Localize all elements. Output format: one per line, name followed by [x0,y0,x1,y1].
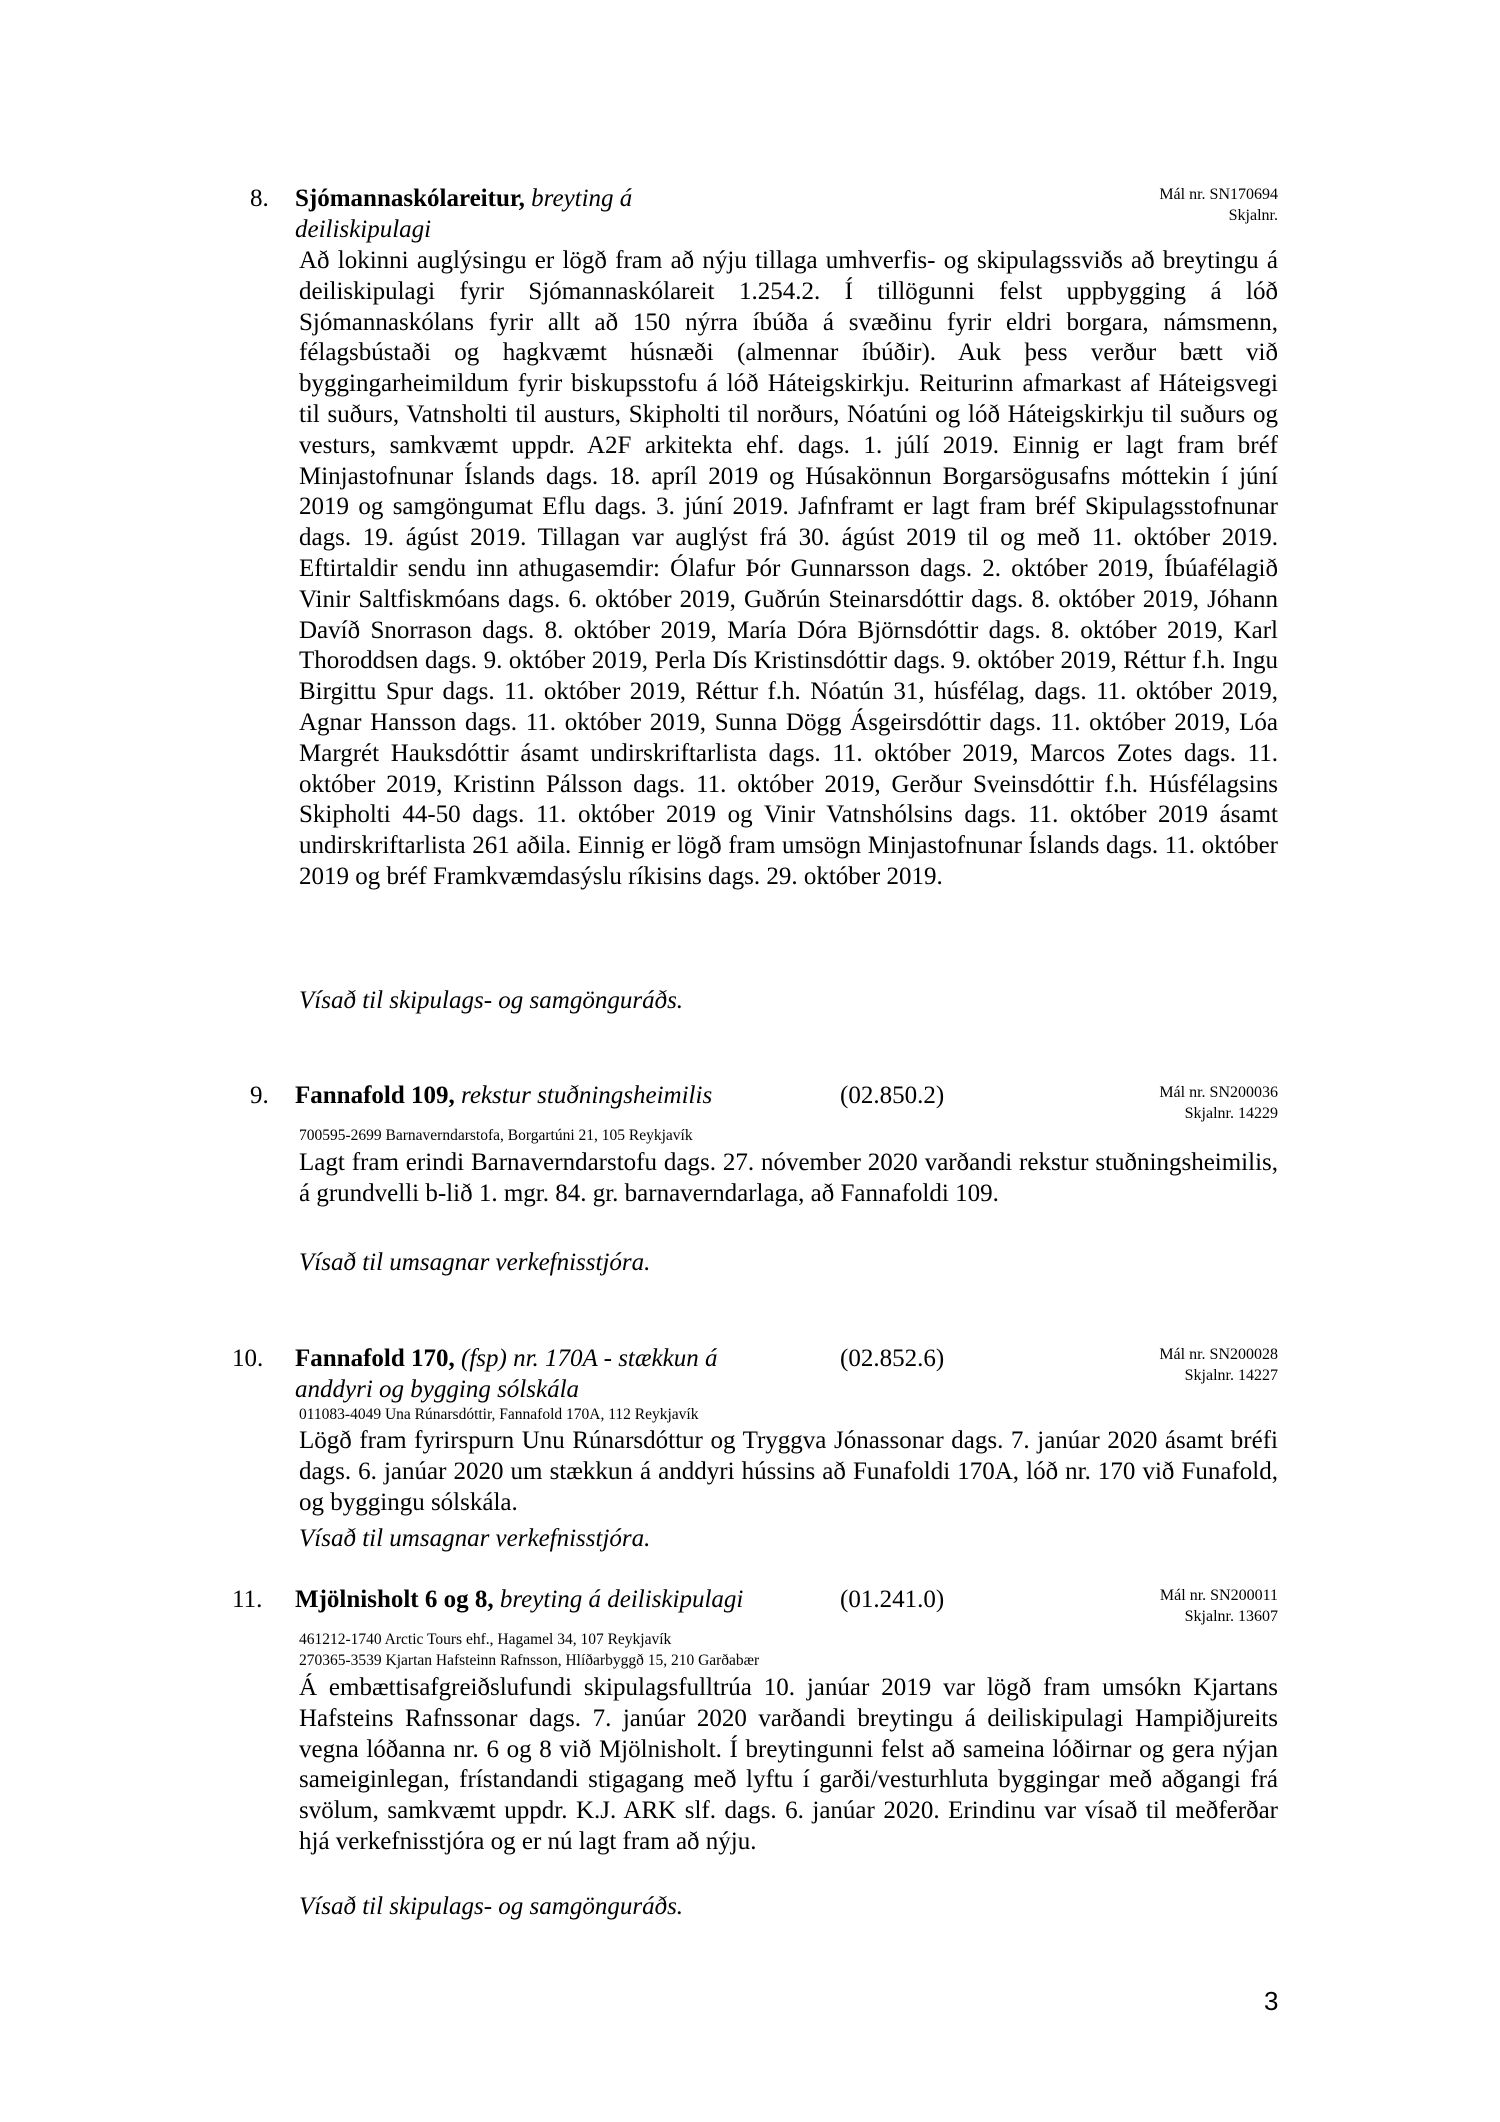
case-reference [1159,1082,1278,1124]
page-number: 3 [1264,1986,1279,2016]
case-reference [1159,184,1278,226]
item-title: Fannafold 109, [295,1082,455,1109]
applicant-line: 011083-4049 Una Rúnarsdóttir, Fannafold 170A, 112 Reykjavík [299,1406,699,1423]
item-body: Á embættisafgreiðslufundi skipulagsfulltrúa 10. janúar 2019 var lögð fram umsókn Kjartans Hafsteins Rafnssonar dags. 7. janúar 2020 varðandi breytingu á deiliskipulagi Hampiðjureits vegna lóðanna nr. 6 og 8 við Mjölnisholt. Í breytingunni felst að sameina lóðirnar og gera nýjan sameiginlegan, frístandandi stigagang með lyftu í garði/vesturhluta byggingar með aðgangi frá svölum, samkvæmt uppdr. K.J. ARK slf. dags. 6. janúar 2020. Erindinu var vísað til meðferðar hjá verkefnisstjóra og er nú lagt fram að nýju. [299,1674,1278,1855]
skjal-nr: Skjalnr. [1228,207,1278,224]
applicant-line: 461212-1740 Arctic Tours ehf., Hagamel 34, 107 Reykjavík [299,1631,672,1648]
item-heading [295,1584,855,1615]
mal-nr: Mál nr. SN200028 [1159,1346,1278,1363]
item-number: 10. [232,1345,264,1372]
mal-nr: Mál nr. SN200011 [1159,1587,1278,1604]
mal-nr: Mál nr. SN200036 [1159,1084,1278,1101]
item-code: (02.852.6) [840,1345,945,1372]
item-heading [295,1080,815,1111]
item-subtitle: breyting á deiliskipulagi [499,1586,744,1613]
item-subtitle: breyting á deiliskipulagi [295,185,633,243]
item-title: Sjómannaskólareitur, [295,185,525,212]
item-verdict: Vísað til skipulags- og samgönguráðs. [299,987,684,1014]
item-verdict: Vísað til umsagnar verkefnisstjóra. [299,1249,651,1276]
applicant-line: 270365-3539 Kjartan Hafsteinn Rafnsson, Hlíðarbyggð 15, 210 Garðabær [299,1652,760,1669]
item-number: 8. [250,185,269,212]
item-number: 11. [232,1586,263,1613]
item-code: (02.850.2) [840,1082,945,1109]
skjal-nr: Skjalnr. 14227 [1184,1367,1278,1384]
item-title: Fannafold 170, [295,1345,455,1372]
item-number: 9. [250,1082,269,1109]
item-body: Lagt fram erindi Barnaverndarstofu dags. 27. nóvember 2020 varðandi rekstur stuðningsheimilis, á grundvelli b-lið 1. mgr. 84. gr. barnaverndarlaga, að Fannafoldi 109. [299,1149,1278,1207]
item-title: Mjölnisholt 6 og 8, [295,1586,494,1613]
item-body: Að lokinni auglýsingu er lögð fram að nýju tillaga umhverfis- og skipulagssviðs að breytingu á deiliskipulagi fyrir Sjómannaskólareit 1.254.2. Í tillögunni felst uppbygging á lóð Sjómannaskólans fyrir allt að 150 nýrra íbúða á svæðinu fyrir eldri borgara, námsmenn, félagsbústaði og hagkvæmt húsnæði (almennar íbúðir). Auk þess verður bætt við byggingarheimildum fyrir biskupsstofu á lóð Háteigskirkju. Reiturinn afmarkast af Háteigsvegi til suðurs, Vatnsholti til austurs, Skipholti til norðurs, Nóatúni og lóð Háteigskirkju til suðurs og vesturs, samkvæmt uppdr. A2F arkitekta ehf. dags. 1. júlí 2019. Einnig er lagt fram bréf Minjastofnunar Íslands dags. 18. apríl 2019 og Húsakönnun Borgarsögusafns móttekin í júní 2019 og samgöngumat Eflu dags. 3. júní 2019. Jafnframt er lagt fram bréf Skipulagsstofnunar dags. 19. ágúst 2019. Tillagan var auglýst frá 30. ágúst 2019 til og með 11. október 2019. Eftirtaldir sendu inn athugasemdir: Ólafur Þór Gunnarsson dags. 2. október 2019, Íbúafélagið Vinir Saltfiskmóans dags. 6. október 2019, Guðrún Steinarsdóttir dags. 8. október 2019, Jóhann Davíð Snorrason dags. 8. október 2019, María Dóra Björnsdóttir dags. 8. október 2019, Karl Thoroddsen dags. 9. október 2019, Perla Dís Kristinsdóttir dags. 9. október 2019, Réttur f.h. Ingu Birgittu Spur dags. 11. október 2019, Réttur f.h. Nóatún 31, húsfélag, dags. 11. október 2019, Agnar Hansson dags. 11. október 2019, Sunna Dögg Ásgeirsdóttir dags. 11. október 2019, Lóa Margrét Hauksdóttir ásamt undirskriftarlista dags. 11. október 2019, Marcos Zotes dags. 11. október 2019, Kristinn Pálsson dags. 11. október 2019, Gerður Sveinsdóttir f.h. Húsfélagsins Skipholti 44-50 dags. 11. október 2019 og Vinir Vatnshólsins dags. 11. október 2019 ásamt undirskriftarlista 261 aðila. Einnig er lögð fram umsögn Minjastofnunar Íslands dags. 11. október 2019 og bréf Framkvæmdasýslu ríkisins dags. 29. október 2019. [299,247,1278,890]
item-verdict: Vísað til skipulags- og samgönguráðs. [299,1893,684,1920]
item-heading [295,183,725,245]
skjal-nr: Skjalnr. 14229 [1184,1105,1278,1122]
applicant-line: 700595-2699 Barnaverndarstofa, Borgartúni 21, 105 Reykjavík [299,1127,693,1144]
skjal-nr: Skjalnr. 13607 [1184,1608,1278,1625]
item-subtitle: rekstur stuðningsheimilis [461,1082,713,1109]
case-reference [1160,1585,1278,1627]
item-subtitle: (fsp) nr. 170A - stækkun á anddyri og bygging sólskála [295,1345,718,1403]
item-code: (01.241.0) [840,1586,945,1613]
mal-nr: Mál nr. SN170694 [1159,186,1278,203]
item-verdict: Vísað til umsagnar verkefnisstjóra. [299,1525,651,1552]
item-heading [295,1343,795,1405]
item-body: Lögð fram fyrirspurn Unu Rúnarsdóttur og Tryggva Jónassonar dags. 7. janúar 2020 ásamt bréfi dags. 6. janúar 2020 um stækkun á anddyri hússins að Funafoldi 170A, lóð nr. 170 við Funafold, og byggingu sólskála. [299,1427,1278,1516]
case-reference [1159,1344,1278,1386]
